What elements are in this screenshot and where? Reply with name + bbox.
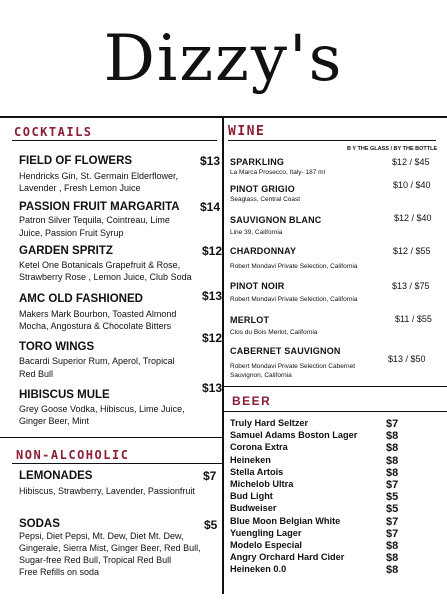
wine-desc-line: Robert Mondavi Private Selection, California: [230, 263, 358, 270]
beer-price: $7: [386, 418, 399, 430]
nonalc-price: $7: [203, 469, 217, 483]
beer-price: $5: [386, 503, 399, 516]
cocktail-desc-line: Red Bull: [19, 369, 54, 379]
nonalc-desc-line: Free Refills on soda: [19, 567, 100, 577]
cocktail-desc-line: Juice, Passion Fruit Syrup: [19, 228, 124, 238]
wine-desc-line: Robert Mondavi Private Selection, California: [230, 296, 358, 303]
beer-price: $8: [386, 430, 399, 443]
wine-name: MERLOT: [230, 315, 270, 325]
cocktail-price: $12: [202, 331, 223, 345]
wine-price: $12 / $55: [393, 246, 431, 256]
beer-row: [230, 552, 440, 564]
beer-price: $5: [386, 491, 399, 504]
wine-name: CHARDONNAY: [230, 246, 297, 256]
cocktail-name: GARDEN SPRITZ: [19, 245, 113, 257]
cocktail-desc-line: Ketel One Botanicals Grapefruit & Rose,: [19, 260, 181, 270]
beer-price: $7: [386, 478, 399, 491]
cocktail-price: $13: [202, 289, 223, 303]
beer-name: Samuel Adams Boston Lager: [230, 430, 358, 441]
nonalc-desc-line: Gingerale, Sierra Mist, Ginger Beer, Red Bull,: [19, 543, 201, 553]
beer-price: $7: [386, 527, 399, 540]
beer-name: Corona Extra: [230, 442, 288, 453]
nonalc-name: LEMONADES: [19, 470, 93, 482]
beer-price: $8: [386, 466, 399, 479]
beer-row: [230, 491, 440, 503]
beer-name: Budweiser: [230, 503, 277, 514]
cocktails-title: COCKTAILS: [14, 125, 93, 139]
beer-name: Stella Artois: [230, 466, 284, 477]
beer-row: [230, 455, 440, 467]
wine-desc-line: Seaglass, Central Coast: [230, 196, 301, 203]
wine-name: SPARKLING: [230, 157, 285, 167]
wine-price-subheader: B Y THE GLASS / BY THE BOTTLE: [347, 146, 438, 152]
wine-desc-line: Line 39, California: [230, 229, 283, 236]
wine-name: CABERNET SAUVIGNON: [230, 346, 341, 356]
beer-row: [230, 540, 440, 552]
wine-price: $12 / $40: [394, 213, 432, 223]
beer-name: Yuengling Lager: [230, 527, 302, 538]
wine-name: PINOT GRIGIO: [230, 184, 295, 194]
beer-price: $8: [386, 454, 399, 467]
wine-desc-line: Robert Mondavi Private Selection Cabernet: [230, 363, 356, 370]
beer-row: [230, 564, 440, 576]
beer-name: Bud Light: [230, 491, 273, 502]
beer-underline: [224, 411, 447, 412]
beer-price: $8: [386, 539, 399, 552]
cocktail-price: $14: [200, 200, 221, 214]
beer-row: [230, 418, 440, 430]
beer-row: [230, 479, 440, 491]
beer-row: [230, 516, 440, 528]
beer-name: Modelo Especial: [230, 539, 302, 550]
beer-price: $8: [386, 442, 399, 455]
nonalc-desc-line: Hibiscus, Strawberry, Lavender, Passionfruit: [19, 486, 195, 496]
beer-row: [230, 430, 440, 442]
beer-name: Angry Orchard Hard Cider: [230, 552, 345, 563]
wine-name: SAUVIGNON BLANC: [230, 215, 322, 225]
brand-logo: Dizzy's: [103, 22, 344, 96]
cocktail-price: $13: [200, 154, 221, 168]
cocktail-desc-line: Patron Silver Tequila, Cointreau, Lime: [19, 215, 170, 225]
wine-price: $13 / $50: [388, 354, 426, 364]
beer-title: BEER: [232, 394, 272, 408]
nonalc-name: SODAS: [19, 518, 60, 530]
cocktail-price: $12: [202, 244, 223, 258]
beer-row: [230, 528, 440, 540]
nonalc-desc-line: Sugar-free Red Bull, Tropical Red Bull: [19, 555, 172, 565]
beer-name: Michelob Ultra: [230, 478, 294, 489]
cocktails-bottom-divider: [0, 437, 222, 438]
beer-name: Truly Hard Seltzer: [230, 418, 309, 428]
beer-name: Blue Moon Belgian White: [230, 515, 341, 526]
nonalc-title: NON-ALCOHOLIC: [16, 448, 130, 462]
wine-name: PINOT NOIR: [230, 281, 285, 291]
cocktail-name: AMC OLD FASHIONED: [19, 293, 143, 305]
column-divider: [222, 118, 224, 594]
beer-row: [230, 467, 440, 479]
wine-desc-line: Sauvignon, California: [230, 372, 292, 379]
cocktail-name: HIBISCUS MULE: [19, 389, 110, 401]
cocktail-desc-line: Lavender , Fresh Lemon Juice: [19, 183, 141, 193]
cocktail-desc-line: Hendricks Gin, St. Germain Elderflower,: [19, 171, 179, 181]
beer-name: Heineken: [230, 454, 271, 465]
cocktail-name: FIELD OF FLOWERS: [19, 155, 133, 167]
wine-price: $12 / $45: [392, 157, 430, 167]
cocktail-desc-line: Strawberry Rose , Lemon Juice, Club Soda: [19, 272, 192, 282]
beer-row: [230, 503, 440, 515]
wine-desc-line: Clos du Bois Merlot, California: [230, 329, 318, 336]
beer-top-divider: [224, 386, 447, 387]
nonalc-desc-line: Pepsi, Diet Pepsi, Mt. Dew, Diet Mt. Dew,: [19, 531, 184, 541]
beer-price: $7: [386, 515, 399, 528]
cocktail-desc-line: Mocha, Angostura & Chocolate Bitters: [19, 321, 172, 331]
wine-price: $10 / $40: [393, 180, 431, 190]
wine-title: WINE: [228, 124, 266, 139]
beer-name: Heineken 0.0: [230, 564, 287, 575]
beer-price: $8: [386, 552, 399, 565]
cocktail-name: PASSION FRUIT MARGARITA: [19, 201, 180, 213]
cocktails-underline: [12, 140, 217, 141]
cocktail-name: TORO WINGS: [19, 341, 95, 353]
cocktail-desc-line: Makers Mark Bourbon, Toasted Almond: [19, 309, 177, 319]
cocktail-desc-line: Bacardi Superior Rum, Aperol, Tropical: [19, 356, 175, 366]
cocktail-desc-line: Ginger Beer, Mint: [19, 416, 90, 426]
wine-desc-line: La Marca Prosecco, Italy- 187 ml: [230, 169, 326, 176]
nonalc-price: $5: [204, 518, 218, 532]
beer-price: $8: [386, 564, 399, 577]
beer-list: [230, 418, 440, 576]
cocktail-desc-line: Grey Goose Vodka, Hibiscus, Lime Juice,: [19, 404, 185, 414]
nonalc-underline: [12, 463, 222, 464]
beer-row: [230, 442, 440, 454]
wine-price: $13 / $75: [392, 281, 430, 291]
wine-underline: [228, 140, 436, 141]
wine-price: $11 / $55: [395, 314, 432, 324]
cocktail-price: $13: [202, 381, 223, 395]
